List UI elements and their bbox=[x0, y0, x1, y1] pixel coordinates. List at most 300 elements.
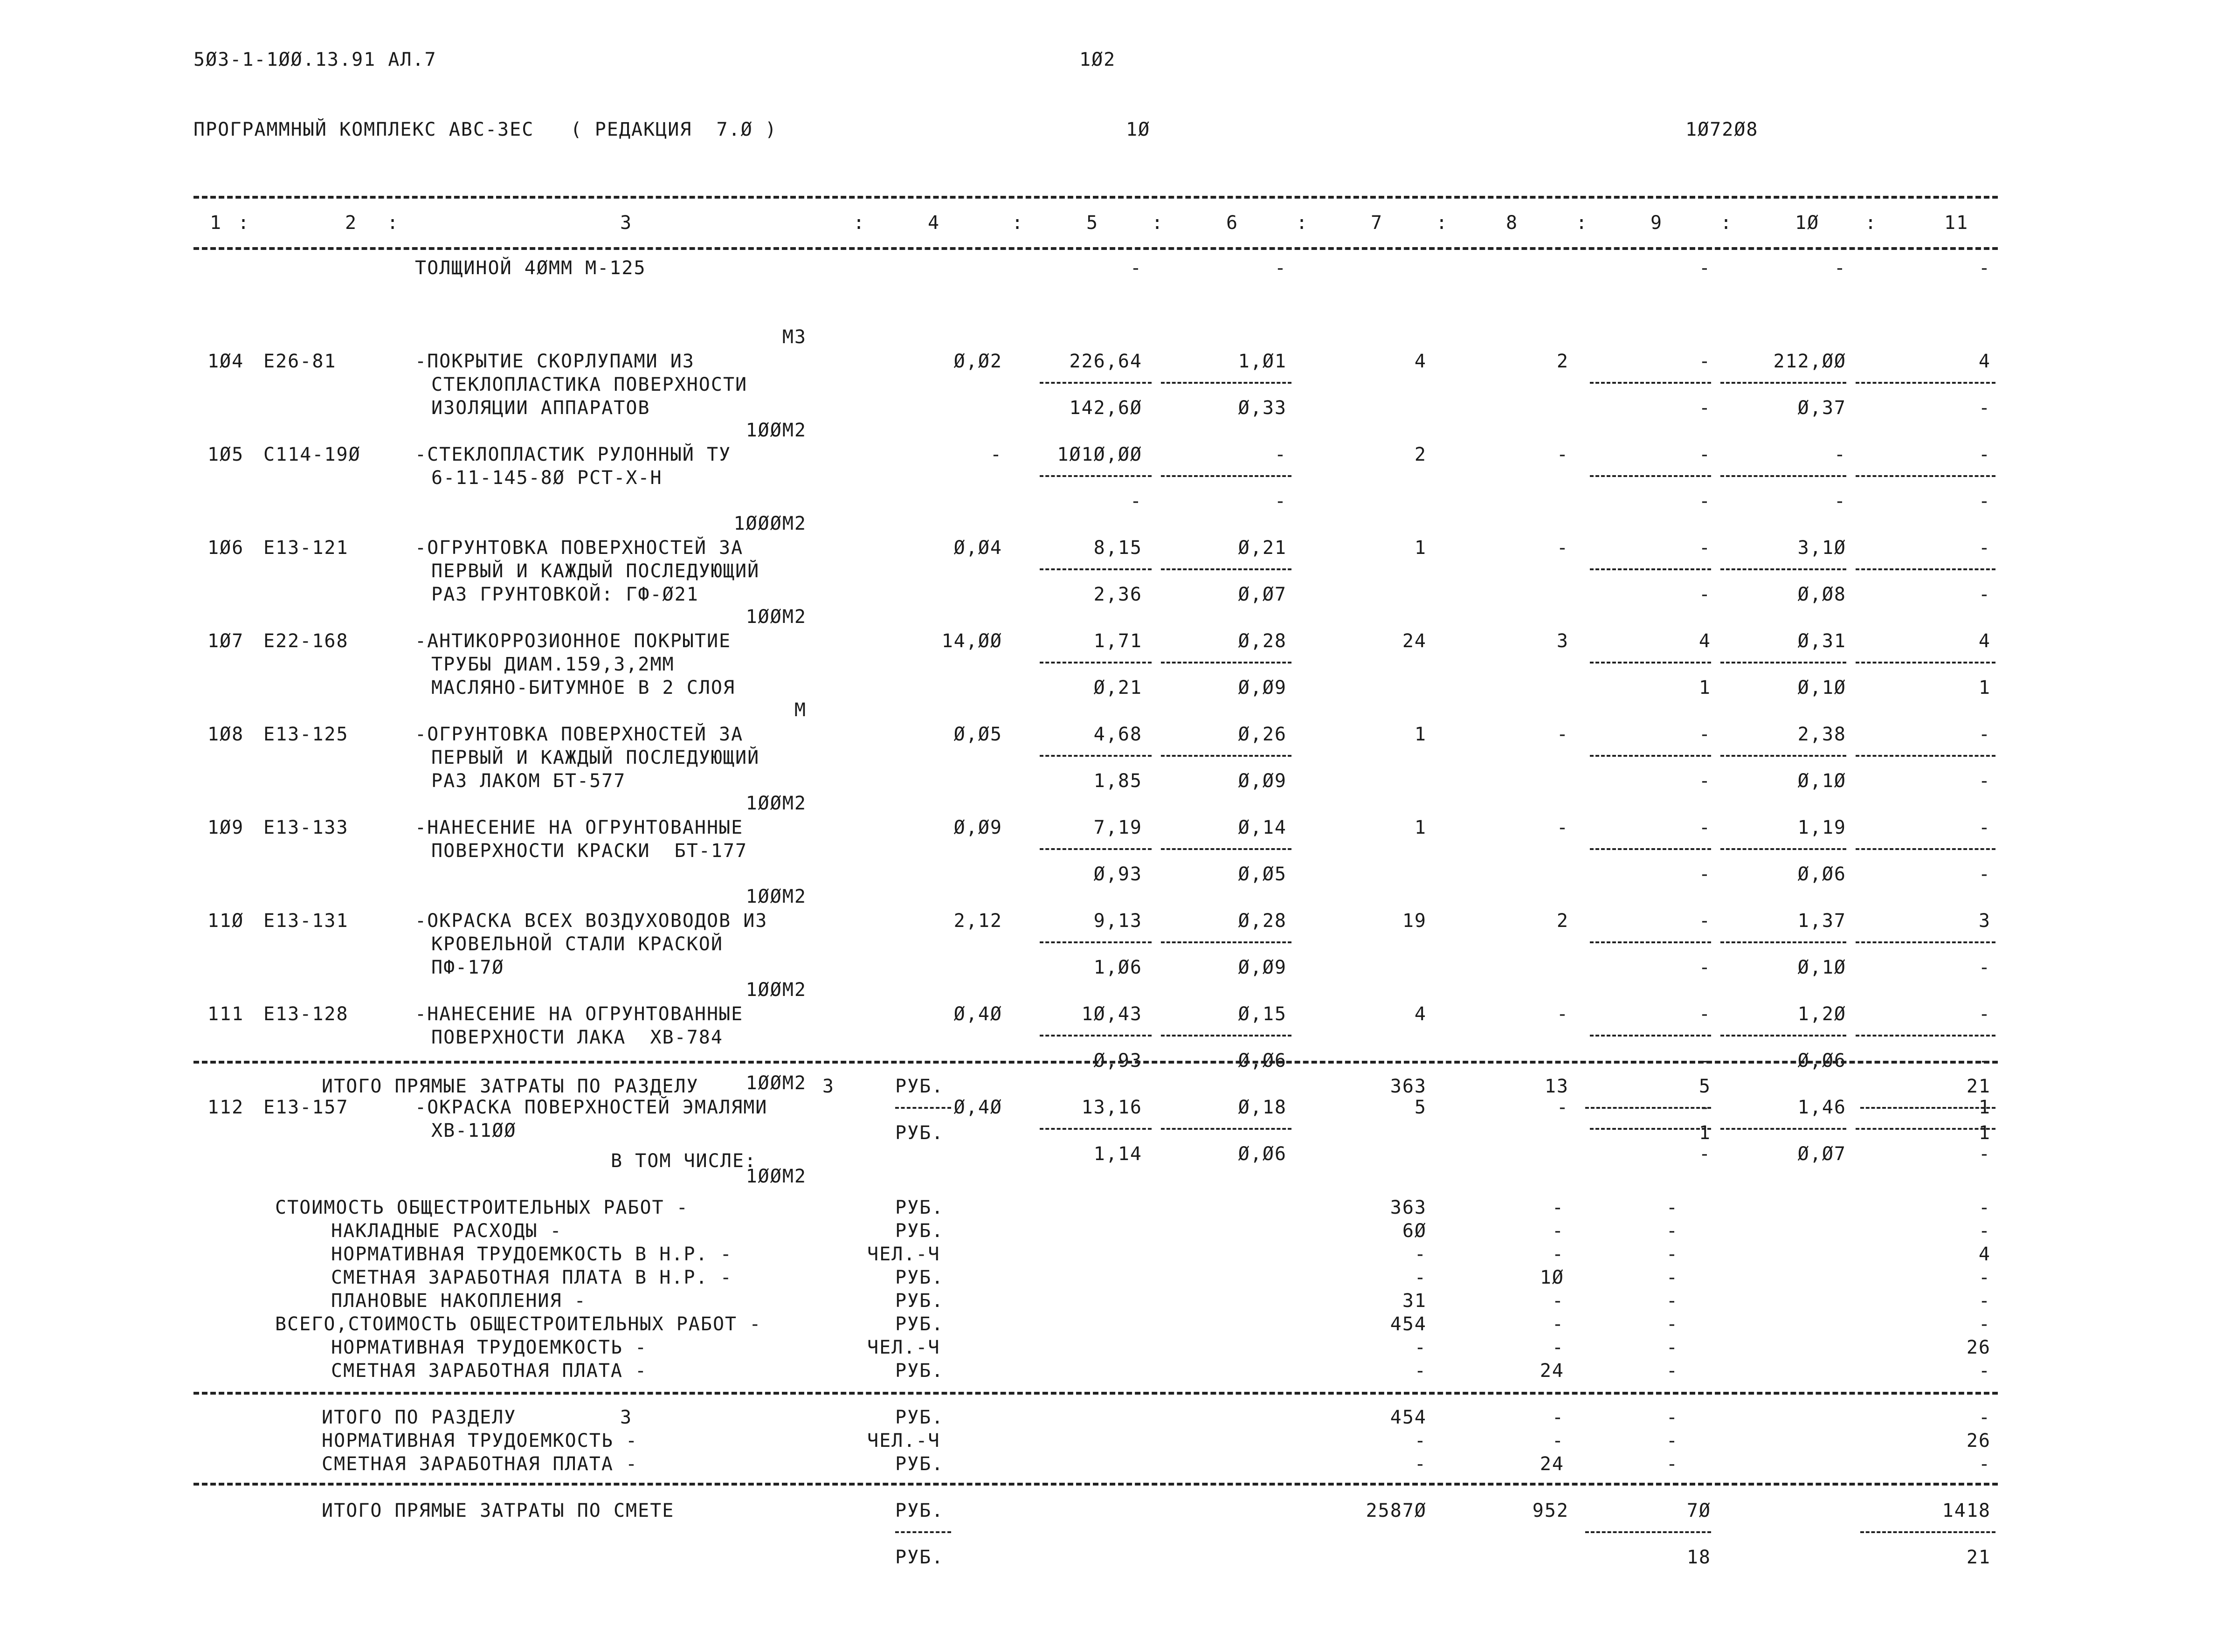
breakdown-unit: ЧЕЛ.-Ч bbox=[867, 1337, 940, 1358]
row-description: 6-11-145-8Ø РСТ-Х-Н bbox=[431, 467, 663, 489]
row-unit: 1ØØØМ2 bbox=[733, 513, 807, 534]
column-separator: : bbox=[1152, 212, 1164, 234]
row-unit: 1ØØМ2 bbox=[746, 1166, 807, 1187]
row-value-7: 1 bbox=[1414, 537, 1427, 559]
row-value-5: 13,16 bbox=[1081, 1097, 1142, 1118]
column-separator: : bbox=[1012, 212, 1024, 234]
breakdown-unit: РУБ. bbox=[895, 1267, 944, 1288]
section-total-label: ИТОГО ПО РАЗДЕЛУ bbox=[322, 1407, 517, 1428]
row-value-4: Ø,Ø5 bbox=[953, 724, 1002, 745]
row-description: -НАНЕСЕНИЕ НА ОГРУНТОВАННЫЕ bbox=[415, 817, 744, 838]
breakdown-value-9: - bbox=[1666, 1267, 1678, 1288]
row-unit: М bbox=[794, 699, 807, 721]
row-description: ПЕРВЫЙ И КАЖДЫЙ ПОСЛЕДУЮЩИЙ bbox=[431, 560, 760, 582]
row-value-10b: Ø,37 bbox=[1797, 397, 1846, 419]
breakdown-unit: ЧЕЛ.-Ч bbox=[867, 1244, 940, 1265]
subtotal-rule bbox=[1856, 848, 1995, 850]
column-header-9: 9 bbox=[1650, 212, 1663, 234]
column-separator: : bbox=[853, 212, 866, 234]
grand-total-value-11: 21 bbox=[1966, 1547, 1991, 1568]
row-unit: 1ØØМ2 bbox=[746, 793, 807, 814]
row-value-9b: 1 bbox=[1698, 677, 1711, 698]
row-value-6b: Ø,Ø6 bbox=[1238, 1050, 1287, 1071]
breakdown-value-11: - bbox=[1978, 1360, 1991, 1382]
row-number: 1Ø9 bbox=[207, 817, 244, 838]
row-description: ТОЛЩИНОЙ 4ØММ М-125 bbox=[415, 257, 646, 279]
subtotal-rule bbox=[1040, 475, 1152, 477]
row-value-10: 212,ØØ bbox=[1773, 351, 1846, 372]
subtotal-rule bbox=[1585, 1531, 1711, 1533]
subtotal-rule bbox=[1040, 382, 1152, 384]
row-value-8: - bbox=[1556, 1097, 1569, 1118]
total-value-7: 363 bbox=[1390, 1076, 1427, 1097]
breakdown-value-11: - bbox=[1978, 1197, 1991, 1218]
subtotal-rule bbox=[1720, 755, 1846, 757]
subtotal-rule bbox=[1590, 755, 1711, 757]
row-code: Е26-81 bbox=[263, 351, 337, 372]
row-unit: 1ØØМ2 bbox=[746, 1072, 807, 1094]
grand-total-label: ИТОГО ПРЯМЫЕ ЗАТРАТЫ ПО СМЕТЕ bbox=[322, 1500, 675, 1521]
row-value-10: - bbox=[1834, 444, 1846, 465]
row-code: Е13-128 bbox=[263, 1003, 349, 1025]
breakdown-value-9: - bbox=[1666, 1220, 1678, 1242]
column-header-8: 8 bbox=[1506, 212, 1519, 234]
sheet-number: 1Ø bbox=[1126, 119, 1151, 140]
row-description: ПЕРВЫЙ И КАЖДЫЙ ПОСЛЕДУЮЩИЙ bbox=[431, 747, 760, 768]
row-value-4: Ø,Ø9 bbox=[953, 817, 1002, 838]
row-value-5: 9,13 bbox=[1093, 910, 1142, 932]
row-value-11b: 1 bbox=[1978, 677, 1991, 698]
doc-code: 5Ø3-1-1ØØ.13.91 АЛ.7 bbox=[193, 49, 437, 70]
total-unit: РУБ. bbox=[895, 1122, 944, 1144]
row-value-5b: Ø,93 bbox=[1093, 1050, 1142, 1071]
section-total-value-11: 26 bbox=[1966, 1430, 1991, 1452]
subtotal-rule bbox=[1856, 568, 1995, 570]
section-total-value-9: - bbox=[1666, 1430, 1678, 1452]
row-value-6: Ø,28 bbox=[1238, 630, 1287, 652]
row-value-9b: - bbox=[1698, 584, 1711, 605]
breakdown-value-11: 4 bbox=[1978, 1244, 1991, 1265]
subtotal-rule bbox=[1860, 1107, 1995, 1109]
dashed-rule bbox=[193, 1483, 1998, 1486]
breakdown-value-8: - bbox=[1552, 1244, 1564, 1265]
row-value-11: - bbox=[1978, 1003, 1991, 1025]
grand-total-unit: РУБ. bbox=[895, 1547, 944, 1568]
section-total-value-8: 24 bbox=[1540, 1453, 1564, 1475]
breakdown-label: НОРМАТИВНАЯ ТРУДОЕМКОСТЬ В Н.Р. - bbox=[331, 1244, 732, 1265]
row-value-6b: Ø,Ø6 bbox=[1238, 1143, 1287, 1165]
total-value-11: 21 bbox=[1966, 1076, 1991, 1097]
subtotal-rule bbox=[895, 1107, 951, 1109]
row-value-11: - bbox=[1978, 257, 1991, 279]
row-value-8: 3 bbox=[1556, 630, 1569, 652]
document-code: 1Ø72Ø8 bbox=[1685, 119, 1759, 140]
row-value-6: Ø,21 bbox=[1238, 537, 1287, 559]
subtotal-rule bbox=[1856, 941, 1995, 943]
row-number: 1Ø4 bbox=[207, 351, 244, 372]
row-value-8: - bbox=[1556, 444, 1569, 465]
subtotal-rule bbox=[1720, 941, 1846, 943]
grand-total-unit: РУБ. bbox=[895, 1500, 944, 1521]
row-value-10: 2,38 bbox=[1797, 724, 1846, 745]
row-value-11: 4 bbox=[1978, 630, 1991, 652]
breakdown-value-8: - bbox=[1552, 1290, 1564, 1312]
row-value-10: - bbox=[1834, 257, 1846, 279]
section-total-value-9: - bbox=[1666, 1453, 1678, 1475]
row-value-6: - bbox=[1274, 444, 1287, 465]
subtotal-rule bbox=[1040, 755, 1152, 757]
subtotal-rule bbox=[1720, 848, 1846, 850]
breakdown-value-8: - bbox=[1552, 1337, 1564, 1358]
row-value-4: 14,ØØ bbox=[941, 630, 1002, 652]
section-total-value-8: - bbox=[1552, 1407, 1564, 1428]
row-value-6: Ø,28 bbox=[1238, 910, 1287, 932]
breakdown-value-7: - bbox=[1414, 1267, 1427, 1288]
row-value-6b: Ø,Ø7 bbox=[1238, 584, 1287, 605]
breakdown-value-7: 363 bbox=[1390, 1197, 1427, 1218]
section-total-value-11: - bbox=[1978, 1407, 1991, 1428]
row-value-11b: - bbox=[1978, 957, 1991, 978]
row-description: -ОГРУНТОВКА ПОВЕРХНОСТЕЙ ЗА bbox=[415, 537, 744, 559]
row-value-8: 2 bbox=[1556, 910, 1569, 932]
row-value-8: 2 bbox=[1556, 351, 1569, 372]
row-value-11b: - bbox=[1978, 770, 1991, 792]
row-value-6b: Ø,Ø9 bbox=[1238, 677, 1287, 698]
section-total-unit: РУБ. bbox=[895, 1407, 944, 1428]
subtotal-rule bbox=[1040, 662, 1152, 664]
row-value-7: 24 bbox=[1402, 630, 1427, 652]
row-value-6: Ø,26 bbox=[1238, 724, 1287, 745]
column-header-1: 1 bbox=[210, 212, 222, 234]
breakdown-value-7: - bbox=[1414, 1360, 1427, 1382]
column-separator: : bbox=[1576, 212, 1588, 234]
subtotal-rule bbox=[1590, 848, 1711, 850]
column-header-10: 1Ø bbox=[1795, 212, 1820, 234]
row-description: КРОВЕЛЬНОЙ СТАЛИ КРАСКОЙ bbox=[431, 933, 723, 955]
row-value-4: 2,12 bbox=[953, 910, 1002, 932]
row-value-4: Ø,4Ø bbox=[953, 1097, 1002, 1118]
row-value-5: 1Ø1Ø,ØØ bbox=[1057, 444, 1142, 465]
subtotal-rule bbox=[1720, 382, 1846, 384]
row-unit: М3 bbox=[782, 326, 807, 348]
row-value-10b: Ø,1Ø bbox=[1797, 677, 1846, 698]
row-value-8: - bbox=[1556, 1003, 1569, 1025]
column-header-6: 6 bbox=[1226, 212, 1239, 234]
row-value-6b: Ø,Ø9 bbox=[1238, 957, 1287, 978]
row-code: Е13-125 bbox=[263, 724, 349, 745]
breakdown-value-8: 1Ø bbox=[1540, 1267, 1564, 1288]
row-description: ХВ-11ØØ bbox=[431, 1120, 517, 1141]
row-value-11b: - bbox=[1978, 1143, 1991, 1165]
row-code: Е13-133 bbox=[263, 817, 349, 838]
row-value-7: 4 bbox=[1414, 1003, 1427, 1025]
subtotal-rule bbox=[1040, 848, 1152, 850]
breakdown-value-7: - bbox=[1414, 1337, 1427, 1358]
row-number: 11Ø bbox=[207, 910, 244, 932]
column-separator: : bbox=[1720, 212, 1733, 234]
grand-total-value-9: 7Ø bbox=[1686, 1500, 1711, 1521]
subtotal-rule bbox=[1585, 1107, 1711, 1109]
subtotal-rule bbox=[1040, 941, 1152, 943]
row-value-8: - bbox=[1556, 537, 1569, 559]
row-value-10b: Ø,1Ø bbox=[1797, 770, 1846, 792]
subtotal-rule bbox=[1590, 1128, 1711, 1130]
breakdown-value-9: - bbox=[1666, 1244, 1678, 1265]
row-code: Е13-131 bbox=[263, 910, 349, 932]
row-value-10b: Ø,Ø6 bbox=[1797, 1050, 1846, 1071]
dashed-rule bbox=[193, 1061, 1998, 1064]
breakdown-value-11: - bbox=[1978, 1290, 1991, 1312]
breakdown-label: СТОИМОСТЬ ОБЩЕСТРОИТЕЛЬНЫХ РАБОТ - bbox=[275, 1197, 689, 1218]
breakdown-label: СМЕТНАЯ ЗАРАБОТНАЯ ПЛАТА - bbox=[331, 1360, 648, 1382]
row-value-10b: - bbox=[1834, 491, 1846, 512]
row-value-10: Ø,31 bbox=[1797, 630, 1846, 652]
section-total-value-11: - bbox=[1978, 1453, 1991, 1475]
subtotal-rule bbox=[1590, 1035, 1711, 1037]
breakdown-value-8: - bbox=[1552, 1197, 1564, 1218]
breakdown-value-7: 454 bbox=[1390, 1313, 1427, 1335]
breakdown-label: ПЛАНОВЫЕ НАКОПЛЕНИЯ - bbox=[331, 1290, 587, 1312]
row-value-4: - bbox=[990, 444, 1002, 465]
subtotal-rule bbox=[1590, 941, 1711, 943]
row-description: РАЗ ГРУНТОВКОЙ: ГФ-Ø21 bbox=[431, 584, 699, 605]
row-value-7: 5 bbox=[1414, 1097, 1427, 1118]
row-value-9: - bbox=[1698, 724, 1711, 745]
row-value-5b: 1,14 bbox=[1093, 1143, 1142, 1165]
total-value-9: 5 bbox=[1698, 1076, 1711, 1097]
subtotal-rule bbox=[1856, 475, 1995, 477]
row-description: ТРУБЫ ДИАМ.159,3,2ММ bbox=[431, 654, 675, 675]
total-section: 3 bbox=[822, 1076, 835, 1097]
row-value-11: - bbox=[1978, 444, 1991, 465]
subtotal-rule bbox=[1856, 1128, 1995, 1130]
breakdown-value-9: - bbox=[1666, 1313, 1678, 1335]
grand-total-value-9: 18 bbox=[1686, 1547, 1711, 1568]
row-unit: 1ØØМ2 bbox=[746, 979, 807, 1001]
column-separator: : bbox=[1436, 212, 1449, 234]
row-value-10: 3,1Ø bbox=[1797, 537, 1846, 559]
total-value-9: 1 bbox=[1698, 1122, 1711, 1144]
row-description: ПФ-17Ø bbox=[431, 957, 504, 978]
row-value-6b: Ø,Ø9 bbox=[1238, 770, 1287, 792]
row-value-11b: - bbox=[1978, 491, 1991, 512]
column-separator: : bbox=[1865, 212, 1878, 234]
row-description: СТЕКЛОПЛАСТИКА ПОВЕРХНОСТИ bbox=[431, 374, 748, 395]
breakdown-value-11: - bbox=[1978, 1267, 1991, 1288]
breakdown-title: В ТОМ ЧИСЛЕ: bbox=[611, 1150, 757, 1172]
breakdown-value-9: - bbox=[1666, 1290, 1678, 1312]
row-value-6b: - bbox=[1274, 491, 1287, 512]
row-unit: 1ØØМ2 bbox=[746, 886, 807, 907]
subtotal-rule bbox=[1161, 382, 1291, 384]
grand-total-value-7: 2587Ø bbox=[1366, 1500, 1427, 1521]
row-value-8: - bbox=[1556, 817, 1569, 838]
row-value-9b: - bbox=[1698, 957, 1711, 978]
row-value-9b: - bbox=[1698, 491, 1711, 512]
breakdown-label: НОРМАТИВНАЯ ТРУДОЕМКОСТЬ - bbox=[331, 1337, 648, 1358]
row-value-5: 1,71 bbox=[1093, 630, 1142, 652]
row-value-11: 1 bbox=[1978, 1097, 1991, 1118]
breakdown-label: ВСЕГО,СТОИМОСТЬ ОБЩЕСТРОИТЕЛЬНЫХ РАБОТ - bbox=[275, 1313, 762, 1335]
breakdown-label: НАКЛАДНЫЕ РАСХОДЫ - bbox=[331, 1220, 562, 1242]
row-value-5: 7,19 bbox=[1093, 817, 1142, 838]
breakdown-unit: РУБ. bbox=[895, 1360, 944, 1382]
row-value-7: 2 bbox=[1414, 444, 1427, 465]
row-value-10b: Ø,Ø6 bbox=[1797, 864, 1846, 885]
row-value-11: - bbox=[1978, 537, 1991, 559]
section-total-label: СМЕТНАЯ ЗАРАБОТНАЯ ПЛАТА - bbox=[322, 1453, 638, 1475]
row-value-5: 8,15 bbox=[1093, 537, 1142, 559]
row-value-7: 1 bbox=[1414, 817, 1427, 838]
row-value-11: 4 bbox=[1978, 351, 1991, 372]
subtotal-rule bbox=[1590, 568, 1711, 570]
breakdown-unit: РУБ. bbox=[895, 1220, 944, 1242]
subtotal-rule bbox=[1720, 1128, 1846, 1130]
dashed-rule bbox=[193, 196, 1998, 199]
column-header-5: 5 bbox=[1086, 212, 1099, 234]
program-title: ПРОГРАММНЫЙ КОМПЛЕКС АВС-ЗЕС ( РЕДАКЦИЯ 7.Ø ) bbox=[193, 119, 777, 140]
breakdown-value-7: 31 bbox=[1402, 1290, 1427, 1312]
row-value-5: 4,68 bbox=[1093, 724, 1142, 745]
subtotal-rule bbox=[1590, 382, 1711, 384]
subtotal-rule bbox=[1856, 755, 1995, 757]
row-value-11b: - bbox=[1978, 584, 1991, 605]
row-value-5b: Ø,93 bbox=[1093, 864, 1142, 885]
row-description: ИЗОЛЯЦИИ АППАРАТОВ bbox=[431, 397, 650, 419]
subtotal-rule bbox=[1161, 1128, 1291, 1130]
row-value-6b: Ø,Ø5 bbox=[1238, 864, 1287, 885]
page-number: 1Ø2 bbox=[1079, 49, 1116, 70]
row-value-10b: Ø,Ø7 bbox=[1797, 1143, 1846, 1165]
subtotal-rule bbox=[1590, 662, 1711, 664]
row-value-9b: - bbox=[1698, 1050, 1711, 1071]
column-header-3: 3 bbox=[620, 212, 633, 234]
breakdown-value-9: - bbox=[1666, 1197, 1678, 1218]
breakdown-value-7: 6Ø bbox=[1402, 1220, 1427, 1242]
column-header-7: 7 bbox=[1371, 212, 1383, 234]
row-number: 1Ø5 bbox=[207, 444, 244, 465]
row-value-6: Ø,15 bbox=[1238, 1003, 1287, 1025]
subtotal-rule bbox=[1040, 1035, 1152, 1037]
row-value-6b: Ø,33 bbox=[1238, 397, 1287, 419]
grand-total-value-11: 1418 bbox=[1942, 1500, 1991, 1521]
subtotal-rule bbox=[1161, 662, 1291, 664]
row-value-5b: - bbox=[1130, 491, 1142, 512]
row-value-5b: 2,36 bbox=[1093, 584, 1142, 605]
row-value-5b: 1,Ø6 bbox=[1093, 957, 1142, 978]
row-value-10b: Ø,1Ø bbox=[1797, 957, 1846, 978]
row-code: С114-19Ø bbox=[263, 444, 361, 465]
column-header-11: 11 bbox=[1944, 212, 1969, 234]
section-total-value-7: - bbox=[1414, 1453, 1427, 1475]
subtotal-rule bbox=[1720, 662, 1846, 664]
row-description: -НАНЕСЕНИЕ НА ОГРУНТОВАННЫЕ bbox=[415, 1003, 744, 1025]
row-number: 112 bbox=[207, 1097, 244, 1118]
row-value-9b: - bbox=[1698, 397, 1711, 419]
row-value-9: - bbox=[1698, 444, 1711, 465]
row-value-9: - bbox=[1698, 817, 1711, 838]
breakdown-value-11: - bbox=[1978, 1313, 1991, 1335]
breakdown-value-8: - bbox=[1552, 1220, 1564, 1242]
breakdown-value-11: 26 bbox=[1966, 1337, 1991, 1358]
breakdown-value-8: - bbox=[1552, 1313, 1564, 1335]
subtotal-rule bbox=[1856, 1035, 1995, 1037]
section-total-unit: РУБ. bbox=[895, 1453, 944, 1475]
column-separator: : bbox=[238, 212, 250, 234]
row-value-9: - bbox=[1698, 537, 1711, 559]
total-unit: РУБ. bbox=[895, 1076, 944, 1097]
row-value-4: Ø,Ø2 bbox=[953, 351, 1002, 372]
section-total-section: 3 bbox=[620, 1407, 633, 1428]
row-value-11b: - bbox=[1978, 864, 1991, 885]
row-unit: 1ØØМ2 bbox=[746, 420, 807, 441]
dashed-rule bbox=[193, 247, 1998, 250]
column-header-4: 4 bbox=[928, 212, 940, 234]
row-value-9: 4 bbox=[1698, 630, 1711, 652]
row-value-11b: - bbox=[1978, 1050, 1991, 1071]
column-header-2: 2 bbox=[345, 212, 358, 234]
row-value-11: - bbox=[1978, 724, 1991, 745]
row-value-6: Ø,18 bbox=[1238, 1097, 1287, 1118]
row-value-9: - bbox=[1698, 351, 1711, 372]
row-value-7: 19 bbox=[1402, 910, 1427, 932]
total-value-8: 13 bbox=[1544, 1076, 1569, 1097]
row-value-5b: 1,85 bbox=[1093, 770, 1142, 792]
section-total-value-9: - bbox=[1666, 1407, 1678, 1428]
section-total-value-8: - bbox=[1552, 1430, 1564, 1452]
row-value-5b: 142,6Ø bbox=[1069, 397, 1142, 419]
breakdown-unit: РУБ. bbox=[895, 1313, 944, 1335]
section-total-label: НОРМАТИВНАЯ ТРУДОЕМКОСТЬ - bbox=[322, 1430, 638, 1452]
row-code: Е22-168 bbox=[263, 630, 349, 652]
breakdown-value-8: 24 bbox=[1540, 1360, 1564, 1382]
row-value-4: Ø,Ø4 bbox=[953, 537, 1002, 559]
row-description: -АНТИКОРРОЗИОННОЕ ПОКРЫТИЕ bbox=[415, 630, 732, 652]
breakdown-value-11: - bbox=[1978, 1220, 1991, 1242]
subtotal-rule bbox=[1161, 941, 1291, 943]
row-description: -ПОКРЫТИЕ СКОРЛУПАМИ ИЗ bbox=[415, 351, 695, 372]
total-value-11: 1 bbox=[1978, 1122, 1991, 1144]
row-value-11b: - bbox=[1978, 397, 1991, 419]
subtotal-rule bbox=[1161, 848, 1291, 850]
row-description: ПОВЕРХНОСТИ КРАСКИ БТ-177 bbox=[431, 840, 748, 862]
row-number: 1Ø8 bbox=[207, 724, 244, 745]
row-value-10: 1,2Ø bbox=[1797, 1003, 1846, 1025]
row-code: Е13-157 bbox=[263, 1097, 349, 1118]
row-value-6: - bbox=[1274, 257, 1287, 279]
row-description: ПОВЕРХНОСТИ ЛАКА ХВ-784 bbox=[431, 1027, 723, 1048]
row-value-11: - bbox=[1978, 817, 1991, 838]
row-description: МАСЛЯНО-БИТУМНОЕ В 2 СЛОЯ bbox=[431, 677, 736, 698]
subtotal-rule bbox=[1590, 475, 1711, 477]
column-separator: : bbox=[1296, 212, 1309, 234]
section-total-value-7: 454 bbox=[1390, 1407, 1427, 1428]
subtotal-rule bbox=[1161, 568, 1291, 570]
row-value-9b: - bbox=[1698, 864, 1711, 885]
grand-total-value-8: 952 bbox=[1532, 1500, 1569, 1521]
row-number: 1Ø6 bbox=[207, 537, 244, 559]
breakdown-unit: РУБ. bbox=[895, 1197, 944, 1218]
subtotal-rule bbox=[1856, 382, 1995, 384]
row-value-5b: Ø,21 bbox=[1093, 677, 1142, 698]
row-code: Е13-121 bbox=[263, 537, 349, 559]
section-total-unit: ЧЕЛ.-Ч bbox=[867, 1430, 940, 1452]
row-number: 111 bbox=[207, 1003, 244, 1025]
subtotal-rule bbox=[1040, 568, 1152, 570]
row-value-5: 226,64 bbox=[1069, 351, 1142, 372]
row-description: РАЗ ЛАКОМ БТ-577 bbox=[431, 770, 626, 792]
row-value-6: Ø,14 bbox=[1238, 817, 1287, 838]
